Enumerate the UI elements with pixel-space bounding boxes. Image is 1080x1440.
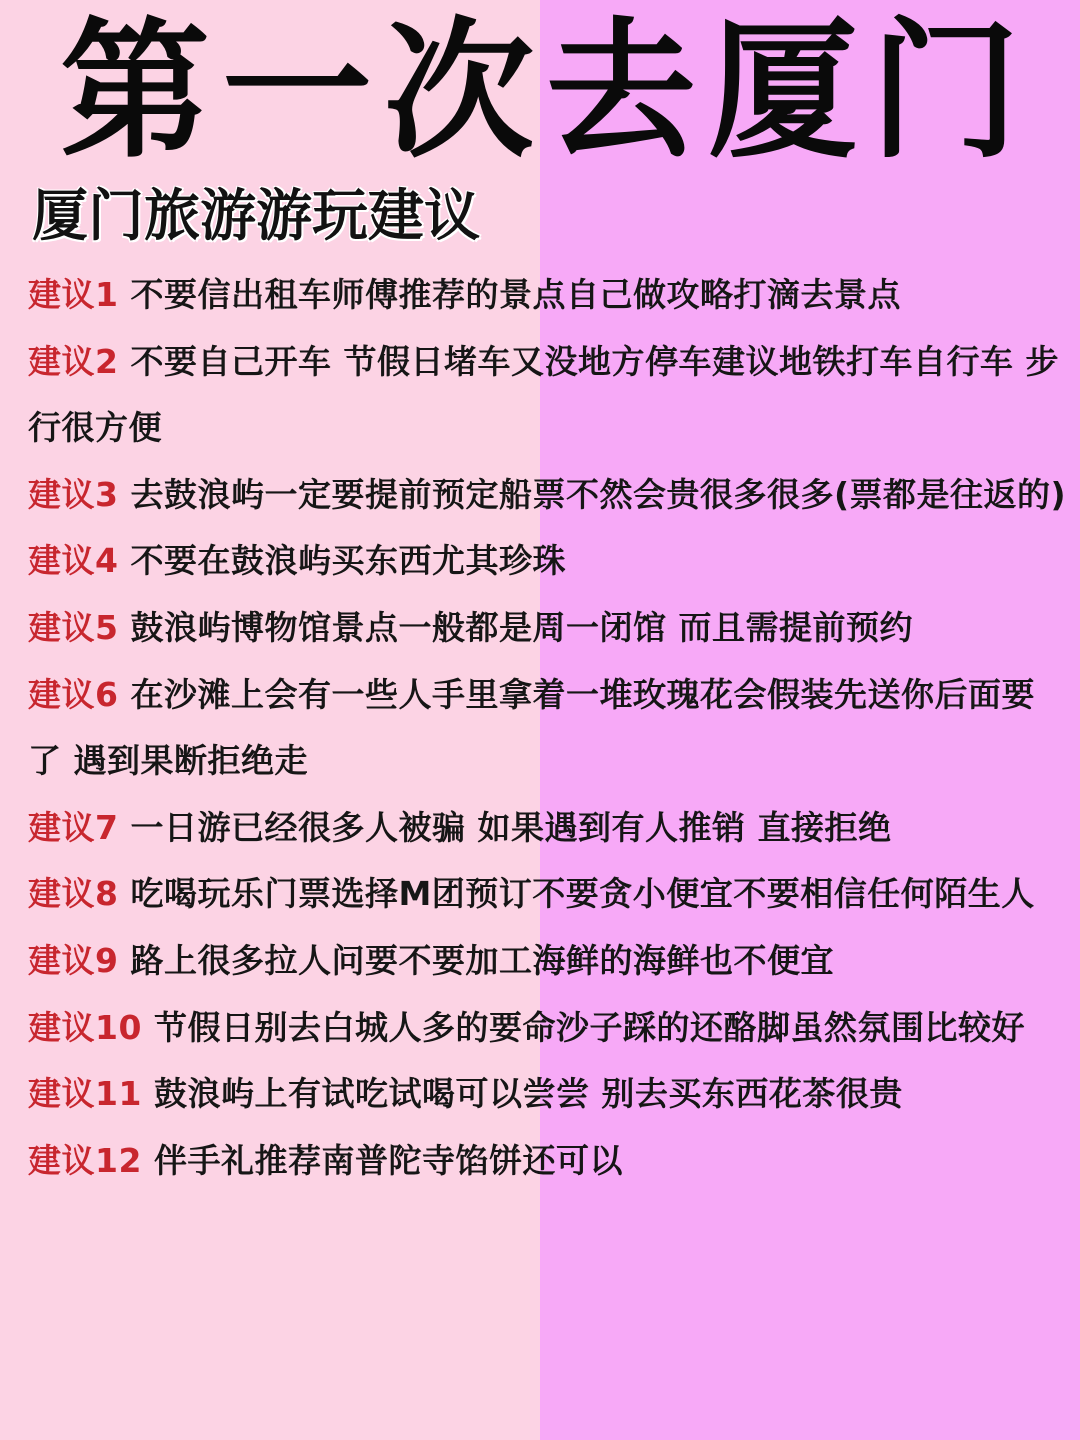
tip-item	[28, 928, 1068, 995]
tip-text: 在沙滩上会有一些人手里拿着一堆玫瑰花会假装先送你后面要了 遇到果断拒绝走	[28, 674, 1035, 781]
tip-label: 建议9	[28, 940, 119, 980]
tip-text: 节假日别去白城人多的要命沙子踩的还酪脚虽然氛围比较好	[153, 1007, 1025, 1047]
tip-item	[28, 329, 1068, 462]
tip-label: 建议12	[28, 1140, 142, 1180]
tip-label: 建议11	[28, 1074, 142, 1114]
tip-item	[28, 595, 1068, 662]
tip-item	[28, 1128, 1068, 1195]
tip-label: 建议5	[28, 607, 119, 647]
tip-text: 一日游已经很多人被骗 如果遇到有人推销 直接拒绝	[130, 807, 892, 847]
tip-text: 伴手礼推荐南普陀寺馅饼还可以	[153, 1140, 623, 1180]
tip-label: 建议7	[28, 807, 119, 847]
tip-label: 建议4	[28, 541, 119, 581]
tip-label: 建议6	[28, 674, 119, 714]
tip-label: 建议3	[28, 474, 119, 514]
tips-list	[28, 262, 1068, 1194]
tip-item	[28, 462, 1068, 529]
tip-text: 去鼓浪屿一定要提前预定船票不然会贵很多很多(票都是往返的)	[130, 474, 1067, 514]
main-title	[60, 3, 1020, 179]
tip-item	[28, 262, 1068, 329]
tip-text: 路上很多拉人问要不要加工海鲜的海鲜也不便宜	[130, 940, 834, 980]
section-subtitle: 厦门旅游游玩建议	[32, 184, 480, 249]
tip-text: 不要自己开车 节假日堵车又没地方停车建议地铁打车自行车 步行很方便	[28, 341, 1059, 448]
title-char: 去	[545, 3, 696, 179]
tip-label: 建议10	[28, 1007, 142, 1047]
tip-item	[28, 662, 1068, 795]
tip-text: 不要在鼓浪屿买东西尤其珍珠	[130, 541, 566, 581]
tip-item	[28, 861, 1068, 928]
tip-item	[28, 795, 1068, 862]
tip-label: 建议1	[28, 275, 119, 314]
tip-label: 建议8	[28, 874, 119, 914]
tip-text: 鼓浪屿上有试吃试喝可以尝尝 别去买东西花茶很贵	[153, 1074, 903, 1114]
tip-text: 吃喝玩乐门票选择M团预订不要贪小便宜不要相信任何陌生人	[130, 874, 1035, 914]
title-char: 第	[60, 3, 211, 179]
title-char: 一	[221, 3, 372, 179]
title-char: 门	[869, 3, 1020, 179]
tip-item	[28, 995, 1068, 1062]
tip-item	[28, 1061, 1068, 1128]
tip-item	[28, 528, 1068, 595]
tip-label: 建议2	[28, 341, 119, 381]
tip-text: 鼓浪屿博物馆景点一般都是周一闭馆 而且需提前预约	[130, 607, 913, 647]
title-char: 次	[383, 3, 534, 179]
title-char: 厦	[707, 3, 858, 179]
tip-text: 不要信出租车师傅推荐的景点自己做攻略打滴去景点	[130, 275, 901, 314]
